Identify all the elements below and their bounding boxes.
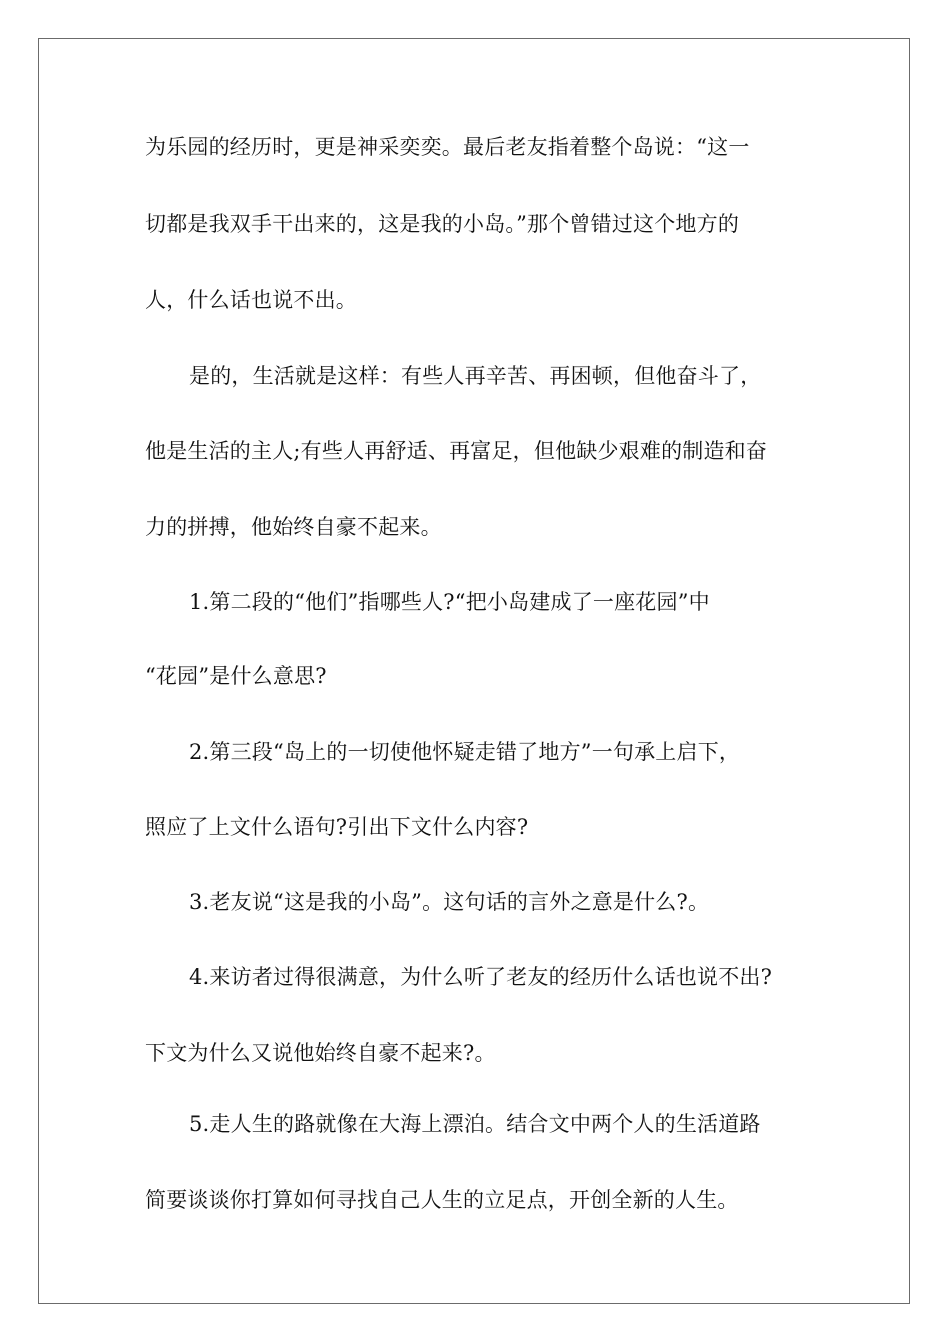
text-line: 人，什么话也说不出。 <box>145 288 357 312</box>
question-5-line: 5.走人生的路就像在大海上漂泊。结合文中两个人的生活道路 <box>189 1112 761 1136</box>
question-4-continuation: 下文为什么又说他始终自豪不起来?。 <box>145 1041 496 1065</box>
question-1-continuation: “花园”是什么意思? <box>145 664 327 688</box>
text-line: 切都是我双手干出来的，这是我的小岛。”那个曾错过这个地方的 <box>145 212 740 236</box>
text-line: 为乐园的经历时，更是神采奕奕。最后老友指着整个岛说：“这一 <box>145 135 750 159</box>
question-5-continuation: 简要谈谈你打算如何寻找自己人生的立足点，开创全新的人生。 <box>145 1188 739 1212</box>
question-2-continuation: 照应了上文什么语句?引出下文什么内容? <box>145 815 529 839</box>
text-line: 他是生活的主人;有些人再舒适、再富足，但他缺少艰难的制造和奋 <box>145 439 768 463</box>
question-3-line: 3.老友说“这是我的小岛”。这句话的言外之意是什么?。 <box>189 890 710 914</box>
question-4-line: 4.来访者过得很满意，为什么听了老友的经历什么话也说不出? <box>189 965 773 989</box>
question-1-line: 1.第二段的“他们”指哪些人?“把小岛建成了一座花园”中 <box>189 590 710 614</box>
question-2-line: 2.第三段“岛上的一切使他怀疑走错了地方”一句承上启下， <box>189 740 741 764</box>
text-line: 力的拼搏，他始终自豪不起来。 <box>145 515 442 539</box>
paragraph-start-line: 是的，生活就是这样：有些人再辛苦、再困顿，但他奋斗了， <box>189 364 762 388</box>
